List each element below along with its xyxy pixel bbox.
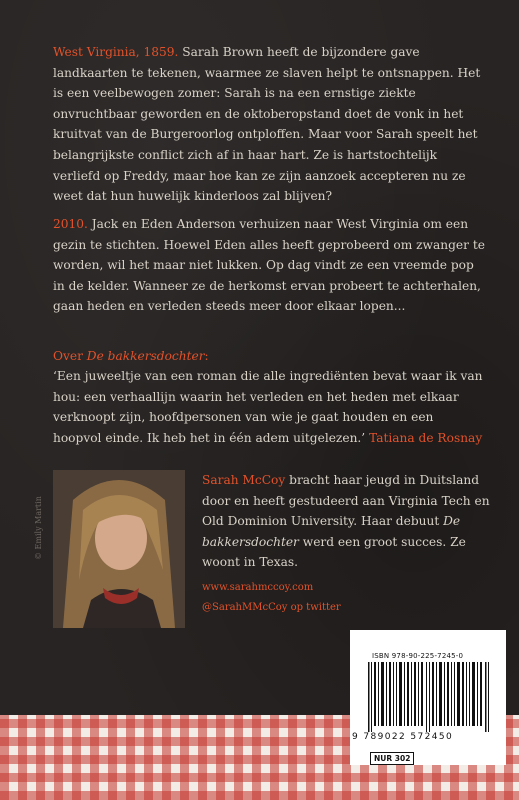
author-bio [202,470,502,573]
intro-lead: West Virginia, 1859. [53,45,179,59]
bio-text-2: werd een groot succes. Ze woont in Texas. [202,534,466,570]
intro-text: Sarah Brown heeft de bijzondere gave landkaarten te tekenen, waarmee ze slaven helpt te ontsnappen. Het is een veelbewogen zomer: Sarah is na een ernstige ziekte onvruchtbaar geworden en de oktoberopstand doet de vonk in het kruitvat van de Burgeroorlog ontploffen. Maar voor Sarah speelt het belangrijkste conflict zich af in haar hart. Ze is hartstochtelijk verliefd op Freddy, maar hoe kan ze zijn aanzoek accepteren nu ze weet dat hun huwelijk kinderloos zal blijven? [53,45,481,204]
website-link[interactable]: www.sarahmccoy.com [202,582,314,593]
barcode-digits: 9 789022 572450 [352,732,454,742]
present-text: Jack en Eden Anderson verhuizen naar West Virginia om een gezin te stichten. Hoewel Eden alles heeft geprobeerd om zwanger te worden, wil het maar niet lukken. Op dag vindt ze een vreemde pop in de kelder. Wanneer ze de herkomst ervan probeert te achterhalen, gaan heden en verleden steeds meer door elkaar lopen... [53,217,485,314]
review-heading-suffix: : [204,349,209,363]
review-heading-prefix: Over [53,349,87,363]
intro-paragraph [53,42,485,207]
review-heading [53,346,209,366]
review-author: Tatiana de Rosnay [369,430,483,445]
author-photo [53,470,185,628]
review-quote-text: ‘Een juweeltje van een roman die alle ingrediënten bevat waar ik van hou: een verhaallijn waarin het verleden en het heden met elkaar verknoopt zijn, hoofdpersonen van wie je gaat houden en een hoopvol einde. Ik heb het in één adem uitgelezen.’ [53,369,483,445]
barcode-bars [364,662,496,732]
present-paragraph [53,214,485,317]
twitter-link[interactable]: @SarahMMcCoy op twitter [202,602,341,613]
barcode-panel [350,630,506,765]
author-links [202,578,341,618]
bio-text-1: bracht haar jeugd in Duitsland door en heeft gestudeerd aan Virginia Tech en Old Dominion University. Haar debuut [202,473,490,529]
author-portrait-illustration [53,470,185,628]
review-quote [53,366,485,448]
bio-book-title: De bakkersdochter [202,514,461,549]
photo-credit: © Emily Martin [34,496,43,560]
review-heading-title: De bakkersdochter [86,349,205,363]
isbn-text: ISBN 978-90-225-7245-0 [372,652,464,660]
nur-code: NUR 302 [370,752,414,765]
present-lead: 2010. [53,217,88,231]
author-name: Sarah McCoy [202,473,286,487]
